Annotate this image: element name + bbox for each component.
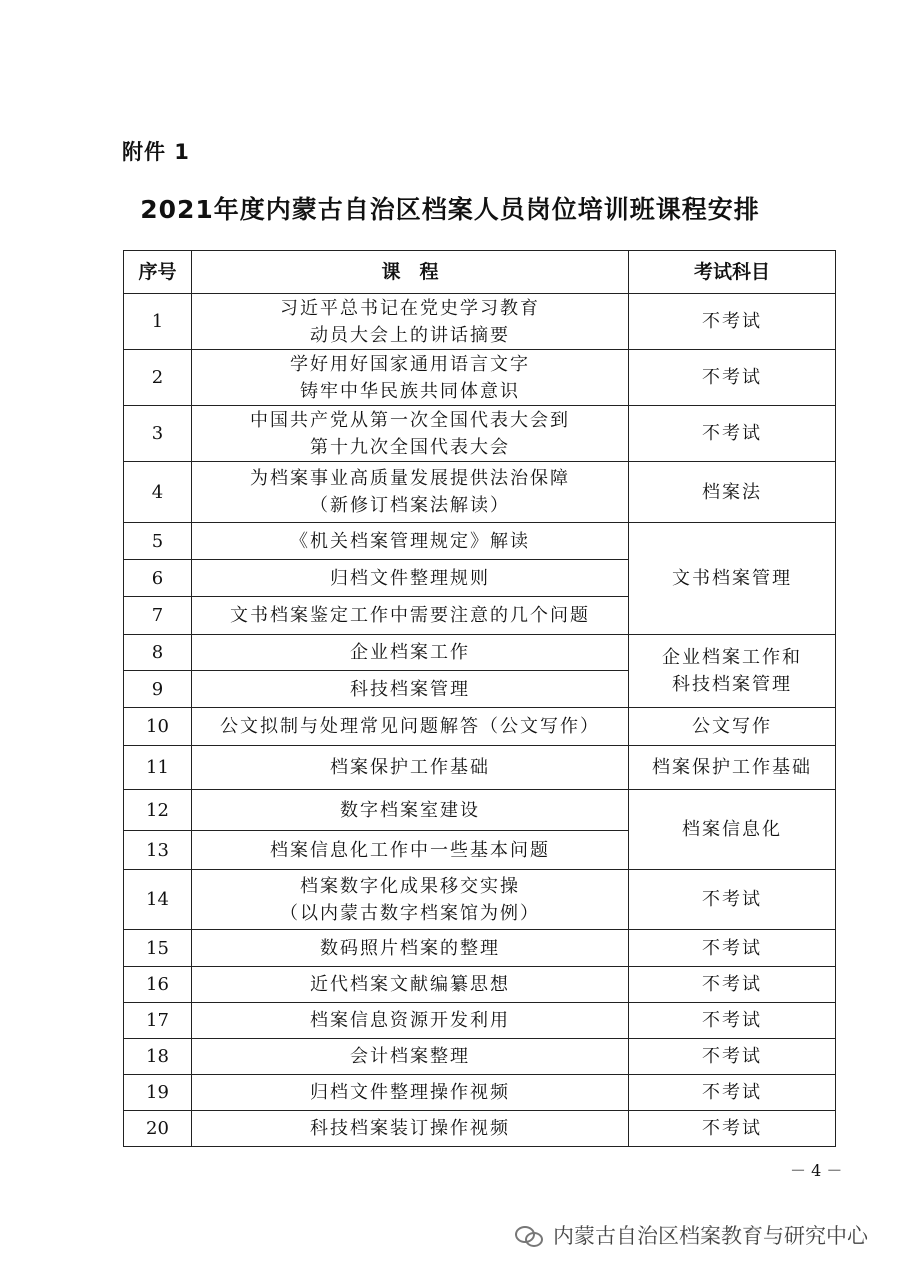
row-exam-merged: 企业档案工作和 科技档案管理 (629, 635, 836, 708)
row-exam: 档案法 (629, 462, 836, 523)
table-row (124, 790, 836, 831)
row-no: 6 (124, 560, 192, 597)
table-row (124, 1075, 836, 1111)
table-row (124, 350, 836, 406)
row-exam: 不考试 (629, 1075, 836, 1111)
row-exam: 不考试 (629, 1039, 836, 1075)
row-course: 近代档案文献编纂思想 (192, 967, 629, 1003)
row-exam: 档案保护工作基础 (629, 746, 836, 790)
row-exam: 不考试 (629, 1111, 836, 1147)
row-no: 2 (124, 350, 192, 406)
row-course: 科技档案管理 (192, 671, 629, 708)
table-row (124, 406, 836, 462)
table-row (124, 1003, 836, 1039)
row-course: 归档文件整理操作视频 (192, 1075, 629, 1111)
row-no: 9 (124, 671, 192, 708)
footer-watermark (515, 1220, 868, 1250)
attachment-label: 附件 1 (122, 140, 190, 164)
row-no: 14 (124, 870, 192, 930)
row-course: 数码照片档案的整理 (192, 930, 629, 967)
row-no: 11 (124, 746, 192, 790)
row-course: 为档案事业高质量发展提供法治保障 （新修订档案法解读） (192, 462, 629, 523)
table-row (124, 294, 836, 350)
row-no: 4 (124, 462, 192, 523)
header-exam: 考试科目 (629, 251, 836, 294)
row-course: 中国共产党从第一次全国代表大会到 第十九次全国代表大会 (192, 406, 629, 462)
table-row (124, 1039, 836, 1075)
page-number: － 4 － (790, 1161, 843, 1180)
row-course: 档案信息资源开发利用 (192, 1003, 629, 1039)
row-exam: 公文写作 (629, 708, 836, 746)
row-exam: 不考试 (629, 350, 836, 406)
row-course: 学好用好国家通用语言文字 铸牢中华民族共同体意识 (192, 350, 629, 406)
row-no: 16 (124, 967, 192, 1003)
row-exam: 不考试 (629, 1003, 836, 1039)
table-row (124, 967, 836, 1003)
table-row (124, 708, 836, 746)
table-header-row (124, 251, 836, 294)
row-no: 7 (124, 597, 192, 635)
row-course: 文书档案鉴定工作中需要注意的几个问题 (192, 597, 629, 635)
row-course: 公文拟制与处理常见问题解答（公文写作） (192, 708, 629, 746)
row-no: 15 (124, 930, 192, 967)
header-no: 序号 (124, 251, 192, 294)
row-no: 20 (124, 1111, 192, 1147)
row-course: 档案保护工作基础 (192, 746, 629, 790)
row-no: 17 (124, 1003, 192, 1039)
row-course: 档案数字化成果移交实操 （以内蒙古数字档案馆为例） (192, 870, 629, 930)
row-no: 19 (124, 1075, 192, 1111)
table-row (124, 523, 836, 560)
page-title: 2021年度内蒙古自治区档案人员岗位培训班课程安排 (140, 195, 760, 224)
row-course: 数字档案室建设 (192, 790, 629, 831)
table-row (124, 462, 836, 523)
row-no: 18 (124, 1039, 192, 1075)
row-exam: 不考试 (629, 870, 836, 930)
row-course: 会计档案整理 (192, 1039, 629, 1075)
row-exam: 不考试 (629, 967, 836, 1003)
row-no: 12 (124, 790, 192, 831)
table-row (124, 930, 836, 967)
table-row (124, 870, 836, 930)
wechat-icon (515, 1224, 545, 1246)
row-course: 科技档案装订操作视频 (192, 1111, 629, 1147)
table-row (124, 746, 836, 790)
row-exam-merged: 文书档案管理 (629, 523, 836, 635)
row-exam: 不考试 (629, 294, 836, 350)
row-course: 归档文件整理规则 (192, 560, 629, 597)
row-course: 习近平总书记在党史学习教育 动员大会上的讲话摘要 (192, 294, 629, 350)
course-schedule-table (123, 250, 836, 1147)
row-no: 13 (124, 831, 192, 870)
table-row (124, 1111, 836, 1147)
row-no: 8 (124, 635, 192, 671)
row-course: 档案信息化工作中一些基本问题 (192, 831, 629, 870)
row-no: 3 (124, 406, 192, 462)
row-exam-merged: 档案信息化 (629, 790, 836, 870)
row-exam: 不考试 (629, 406, 836, 462)
table-row (124, 635, 836, 671)
header-course: 课 程 (192, 251, 629, 294)
footer-account-name: 内蒙古自治区档案教育与研究中心 (553, 1224, 868, 1248)
row-course: 《机关档案管理规定》解读 (192, 523, 629, 560)
row-exam: 不考试 (629, 930, 836, 967)
row-course: 企业档案工作 (192, 635, 629, 671)
row-no: 10 (124, 708, 192, 746)
row-no: 1 (124, 294, 192, 350)
row-no: 5 (124, 523, 192, 560)
